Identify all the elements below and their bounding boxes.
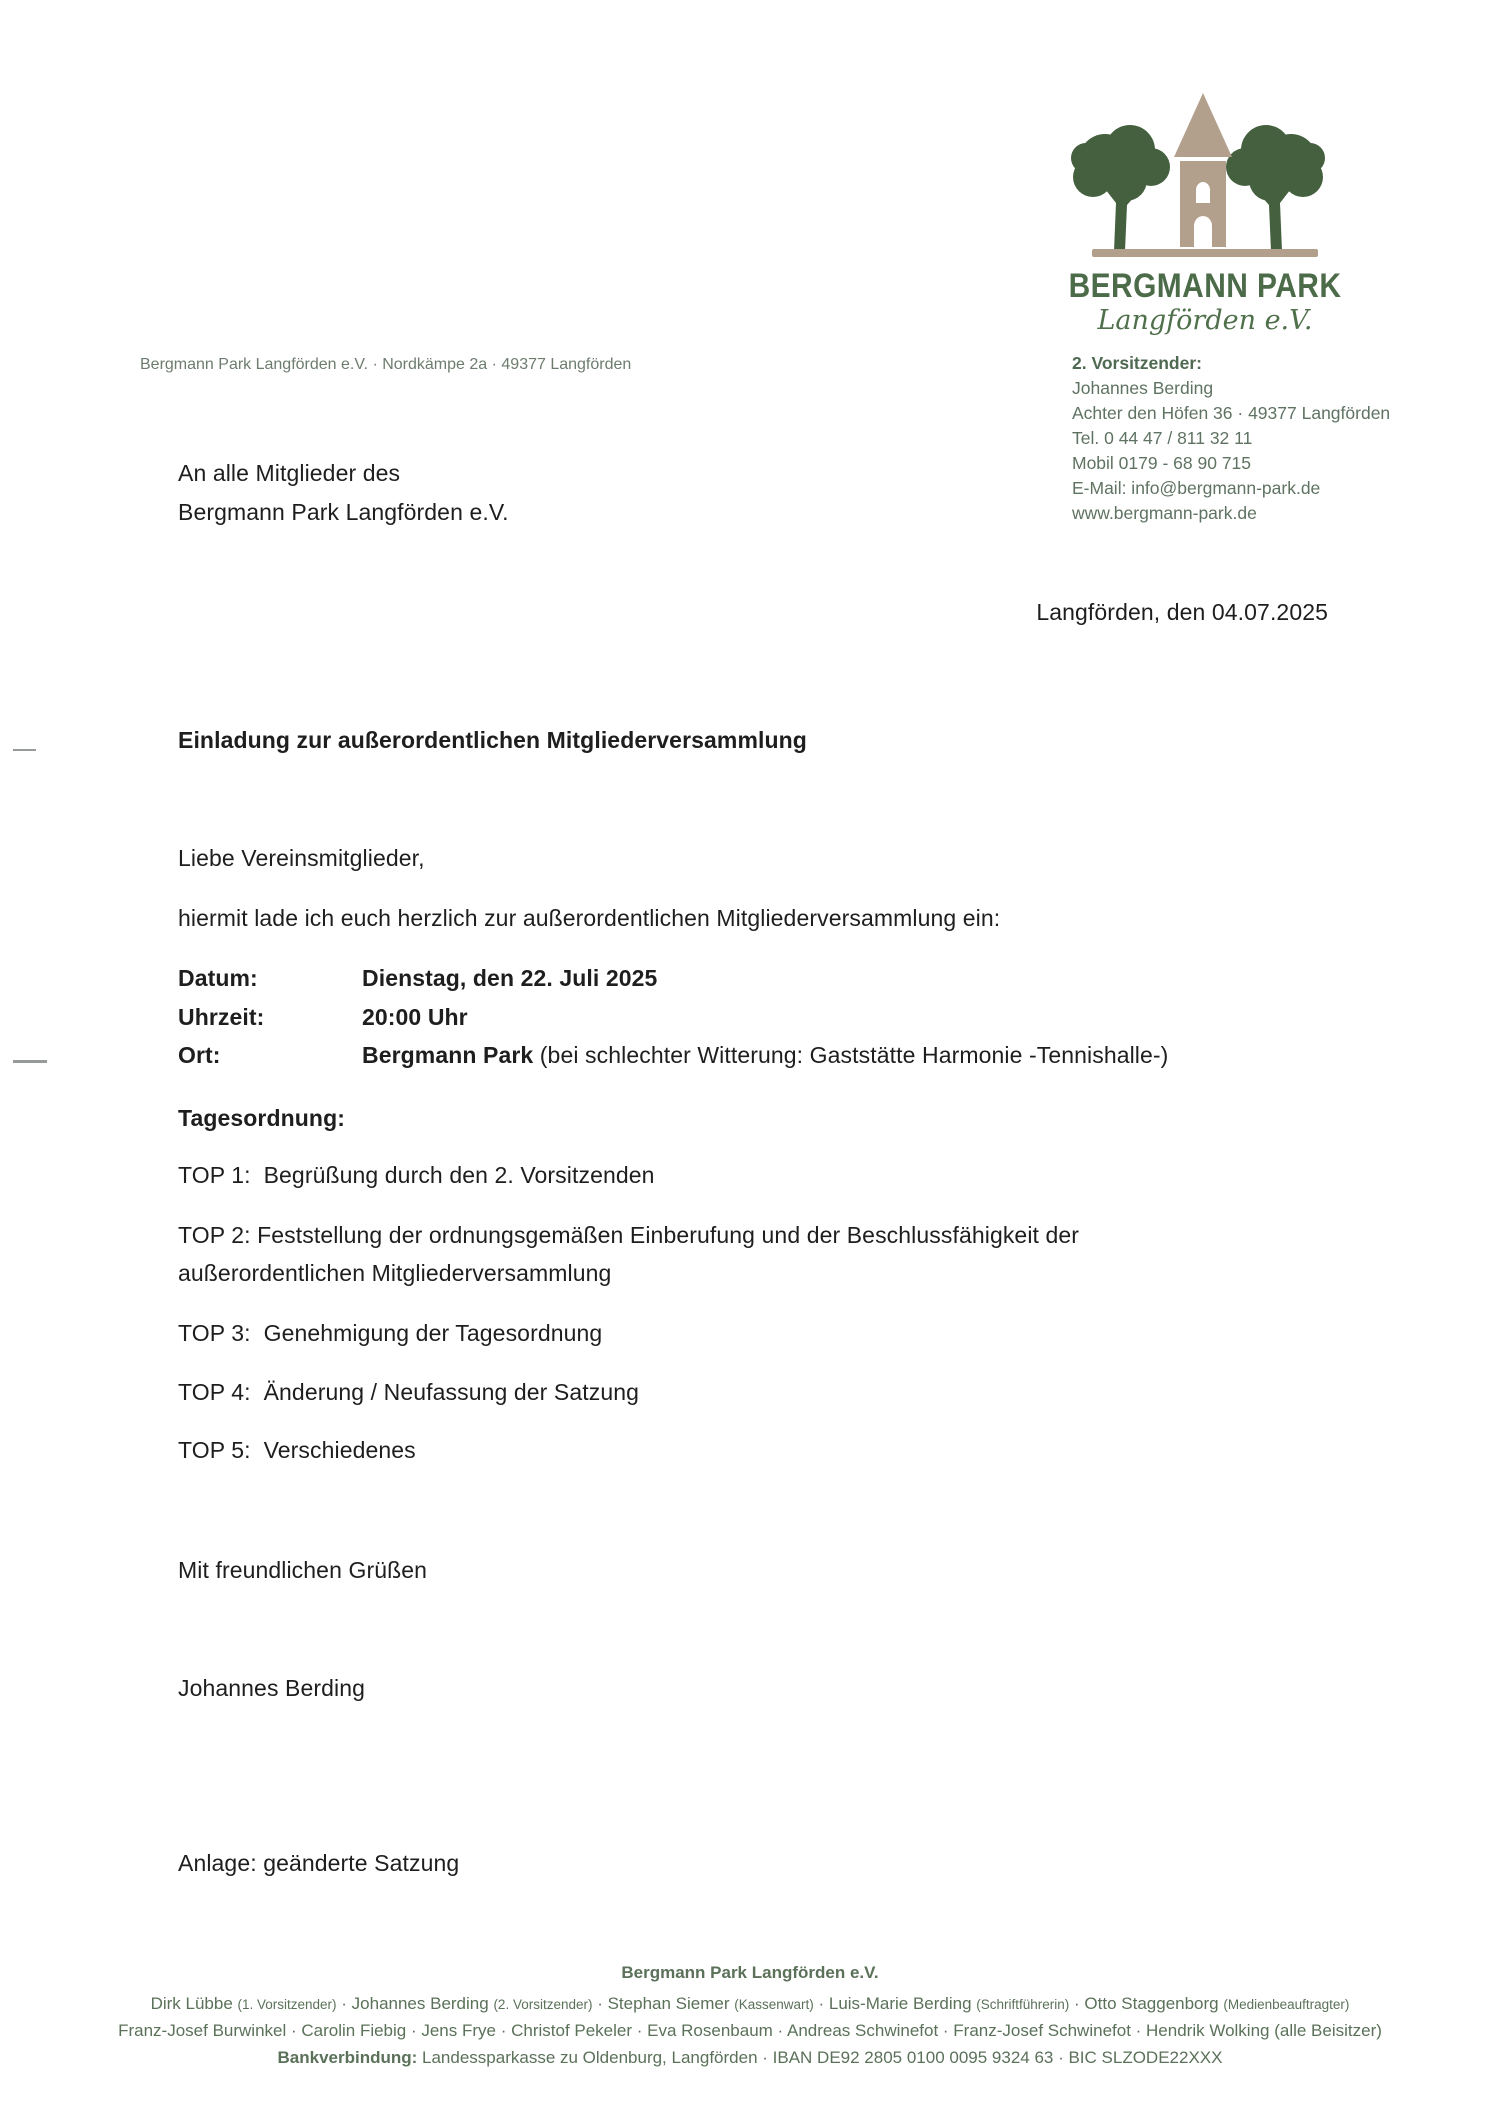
club-logo (1030, 85, 1380, 336)
agenda-item-4: TOP 4: Änderung / Neufassung der Satzung (178, 1379, 639, 1405)
bank-details: Landessparkasse zu Oldenburg, Langförden · IBAN DE92 2805 0100 0095 9324 63 · BIC SLZODE22XXX (417, 2048, 1223, 2067)
footer-board-line (0, 1993, 1500, 2016)
subject-line: Einladung zur außerordentlichen Mitgliederversammlung (178, 727, 807, 753)
contact-tel: Tel. 0 44 47 / 811 32 11 (1072, 428, 1253, 448)
logo-graphic (1030, 85, 1380, 260)
agenda-item-1: TOP 1: Begrüßung durch den 2. Vorsitzenden (178, 1162, 655, 1188)
signature-name: Johannes Berding (178, 1675, 366, 1701)
tower-icon (1174, 93, 1232, 247)
footer-name: · Johannes Berding (336, 1994, 494, 2013)
agenda-item-2: TOP 2: Feststellung der ordnungsgemäßen Einberufung und der Beschlussfähigkeit der außerordentlichen Mitgliederversammlung (178, 1222, 1086, 1286)
logo-subtitle: Langförden e.V. (1097, 305, 1313, 336)
tree-icon (1226, 125, 1325, 251)
closing-line: Mit freundlichen Grüßen (178, 1557, 428, 1583)
enclosure-line: Anlage: geänderte Satzung (178, 1850, 460, 1876)
footer-title: Bergmann Park Langförden e.V. (621, 1963, 879, 1982)
contact-heading: 2. Vorsitzender: (1072, 353, 1202, 373)
contact-web: www.bergmann-park.de (1072, 503, 1257, 523)
dateline: Langförden, den 04.07.2025 (1036, 599, 1328, 625)
footer-name: · Luis-Marie Berding (813, 1994, 977, 2013)
tree-icon (1071, 125, 1170, 251)
footer-role: (Medienbeauftragter) (1223, 1997, 1350, 2012)
footer-members-line: Franz-Josef Burwinkel · Carolin Fiebig · Jens Frye · Christof Pekeler · Eva Rosenbaum · Andreas Schwinefot · Franz-Josef Schwinefot · Hendrik Wolking (alle Beisitzer) (118, 2021, 1382, 2040)
contact-email: E-Mail: info@bergmann-park.de (1072, 478, 1321, 498)
footer-role: (1. Vorsitzender) (237, 1997, 337, 2012)
agenda-item-5: TOP 5: Verschiedenes (178, 1437, 416, 1463)
footer-bank-line (0, 2047, 1500, 2069)
detail-value-bold: Bergmann Park (362, 1042, 534, 1068)
detail-row-datum (178, 962, 657, 994)
detail-value-normal: (bei schlechter Witterung: Gaststätte Harmonie -Tennishalle-) (533, 1042, 1169, 1068)
footer-name: · Stephan Siemer (592, 1994, 735, 2013)
footer-role: (Kassenwart) (734, 1997, 814, 2012)
logo-ground-bar (1092, 249, 1318, 257)
logo-title: BERGMANN PARK (1068, 267, 1342, 305)
footer-name: Dirk Lübbe (150, 1994, 238, 2013)
recipient-line-2: Bergmann Park Langförden e.V. (178, 499, 509, 525)
detail-value-bold: 20:00 Uhr (362, 1004, 468, 1030)
contact-name: Johannes Berding (1072, 378, 1214, 398)
contact-street: Achter den Höfen 36 · 49377 Langförden (1072, 403, 1391, 423)
recipient-line-1: An alle Mitglieder des (178, 460, 401, 486)
salutation: Liebe Vereinsmitglieder, (178, 845, 425, 871)
agenda-item-3: TOP 3: Genehmigung der Tagesordnung (178, 1320, 603, 1346)
detail-row-uhrzeit (178, 1001, 468, 1033)
detail-label: Datum: (178, 965, 258, 991)
contact-block (1072, 351, 1452, 526)
fold-mark-top (13, 749, 36, 751)
detail-value-bold: Dienstag, den 22. Juli 2025 (362, 965, 658, 991)
sender-line: Bergmann Park Langförden e.V. · Nordkämpe 2a · 49377 Langförden (140, 356, 632, 373)
footer-role: (Schriftführerin) (976, 1997, 1070, 2012)
footer-name: · Otto Staggenborg (1069, 1994, 1224, 2013)
detail-label: Ort: (178, 1042, 221, 1068)
intro-paragraph: hiermit lade ich euch herzlich zur außerordentlichen Mitgliederversammlung ein: (178, 905, 1001, 931)
contact-mobil: Mobil 0179 - 68 90 715 (1072, 453, 1252, 473)
fold-mark-center (13, 1060, 47, 1063)
agenda-heading: Tagesordnung: (178, 1105, 345, 1131)
bank-label: Bankverbindung: (277, 2048, 418, 2067)
footer-role: (2. Vorsitzender) (493, 1997, 593, 2012)
detail-label: Uhrzeit: (178, 1004, 265, 1030)
detail-row-ort (178, 1039, 1408, 1071)
